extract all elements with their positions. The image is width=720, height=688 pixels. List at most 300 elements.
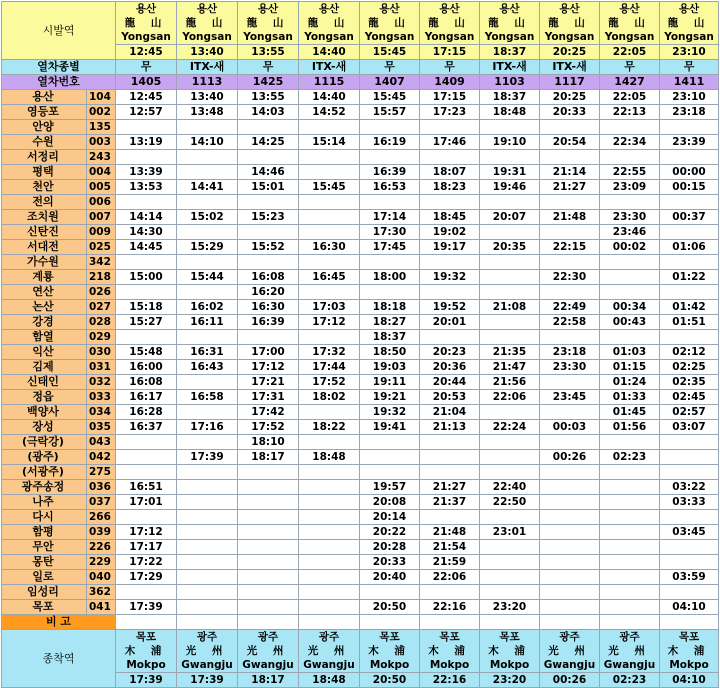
time-cell: 16:51	[116, 480, 177, 495]
remarks-cell	[116, 615, 177, 630]
time-cell	[480, 405, 540, 420]
origin-origin-hanja: 龍 山	[360, 16, 420, 30]
station-name: 익산	[2, 345, 87, 360]
origin-origin-hanja: 龍 山	[420, 16, 480, 30]
terminus-dest-en: Mokpo	[660, 658, 719, 673]
station-row	[2, 150, 719, 165]
time-cell	[420, 285, 480, 300]
time-cell: 16:00	[116, 360, 177, 375]
station-code: 036	[87, 480, 116, 495]
time-cell: 14:40	[299, 90, 360, 105]
time-cell: 15:52	[238, 240, 299, 255]
time-cell: 13:55	[238, 90, 299, 105]
terminus-dest-hanja: 光 州	[238, 644, 299, 658]
time-cell	[299, 255, 360, 270]
time-cell: 23:30	[600, 210, 660, 225]
time-cell	[540, 585, 600, 600]
time-cell	[420, 435, 480, 450]
time-cell	[238, 150, 299, 165]
time-cell	[299, 480, 360, 495]
time-cell	[660, 435, 719, 450]
time-cell	[600, 330, 660, 345]
time-cell	[540, 255, 600, 270]
terminus-dest-hanja: 木 浦	[420, 644, 480, 658]
time-cell	[600, 510, 660, 525]
time-cell	[600, 150, 660, 165]
time-cell	[660, 225, 719, 240]
station-row	[2, 105, 719, 120]
time-cell: 12:45	[116, 90, 177, 105]
time-cell: 19:02	[420, 225, 480, 240]
station-row	[2, 570, 719, 585]
origin-dep: 18:37	[480, 45, 540, 60]
time-cell	[360, 255, 420, 270]
station-code: 028	[87, 315, 116, 330]
time-cell	[600, 600, 660, 615]
time-cell: 16:53	[360, 180, 420, 195]
time-cell: 20:08	[360, 495, 420, 510]
remarks-cell	[600, 615, 660, 630]
time-cell	[177, 285, 238, 300]
time-cell	[600, 525, 660, 540]
origin-dep: 20:25	[540, 45, 600, 60]
train-number: 1425	[238, 75, 299, 90]
time-cell: 18:02	[299, 390, 360, 405]
station-code: 026	[87, 285, 116, 300]
time-cell	[540, 495, 600, 510]
station-name: 용산	[2, 90, 87, 105]
time-cell	[540, 600, 600, 615]
time-cell	[177, 195, 238, 210]
time-cell	[540, 405, 600, 420]
time-cell	[299, 165, 360, 180]
time-cell	[480, 465, 540, 480]
time-cell: 02:35	[660, 375, 719, 390]
train-number: 1405	[116, 75, 177, 90]
time-cell	[299, 555, 360, 570]
time-cell: 17:45	[360, 240, 420, 255]
station-name: 영등포	[2, 105, 87, 120]
time-cell: 22:16	[420, 600, 480, 615]
time-cell	[238, 570, 299, 585]
remarks-cell	[660, 615, 719, 630]
origin-dep: 12:45	[116, 45, 177, 60]
terminus-arr: 17:39	[177, 673, 238, 688]
time-cell: 14:14	[116, 210, 177, 225]
station-code: 266	[87, 510, 116, 525]
time-cell	[238, 510, 299, 525]
time-cell: 14:25	[238, 135, 299, 150]
time-cell	[299, 570, 360, 585]
station-name: 일로	[2, 570, 87, 585]
time-cell: 23:10	[660, 90, 719, 105]
time-cell: 17:39	[177, 450, 238, 465]
time-cell: 18:37	[360, 330, 420, 345]
time-cell: 22:05	[600, 90, 660, 105]
time-cell: 01:06	[660, 240, 719, 255]
time-cell: 15:48	[116, 345, 177, 360]
time-cell: 15:18	[116, 300, 177, 315]
remarks-cell	[360, 615, 420, 630]
time-cell: 16:39	[360, 165, 420, 180]
time-cell: 20:33	[540, 105, 600, 120]
time-cell: 15:27	[116, 315, 177, 330]
terminus-arr: 02:23	[600, 673, 660, 688]
terminus-arr: 18:17	[238, 673, 299, 688]
time-cell: 19:21	[360, 390, 420, 405]
station-row	[2, 420, 719, 435]
time-cell	[420, 330, 480, 345]
station-code: 039	[87, 525, 116, 540]
time-cell	[238, 480, 299, 495]
time-cell: 23:20	[480, 600, 540, 615]
time-cell: 22:58	[540, 315, 600, 330]
time-cell	[540, 540, 600, 555]
train-type: 무	[116, 60, 177, 75]
time-cell	[360, 120, 420, 135]
time-cell: 20:33	[360, 555, 420, 570]
time-cell: 17:03	[299, 300, 360, 315]
time-cell	[540, 570, 600, 585]
station-row	[2, 315, 719, 330]
time-cell	[600, 465, 660, 480]
time-cell: 20:07	[480, 210, 540, 225]
station-name: 논산	[2, 300, 87, 315]
time-cell	[116, 195, 177, 210]
station-name: 안양	[2, 120, 87, 135]
time-cell: 20:25	[540, 90, 600, 105]
station-row	[2, 390, 719, 405]
time-cell	[238, 600, 299, 615]
time-cell: 22:13	[600, 105, 660, 120]
time-cell	[299, 525, 360, 540]
origin-dep: 22:05	[600, 45, 660, 60]
terminus-arr: 22:16	[420, 673, 480, 688]
time-cell: 23:01	[480, 525, 540, 540]
time-cell	[540, 120, 600, 135]
time-cell	[238, 495, 299, 510]
time-cell: 20:53	[420, 390, 480, 405]
station-row	[2, 165, 719, 180]
terminus-dest-en: Mokpo	[480, 658, 540, 673]
time-cell	[540, 525, 600, 540]
time-cell: 22:55	[600, 165, 660, 180]
station-name: 광주송정	[2, 480, 87, 495]
time-cell	[660, 150, 719, 165]
time-cell: 22:15	[540, 240, 600, 255]
time-cell: 23:30	[540, 360, 600, 375]
time-cell	[299, 285, 360, 300]
station-name: 임성리	[2, 585, 87, 600]
station-code: 041	[87, 600, 116, 615]
time-cell	[660, 255, 719, 270]
time-cell: 16:39	[238, 315, 299, 330]
time-cell: 14:41	[177, 180, 238, 195]
time-cell: 16:45	[299, 270, 360, 285]
time-cell	[540, 225, 600, 240]
station-name: (광주)	[2, 450, 87, 465]
time-cell: 00:26	[540, 450, 600, 465]
time-cell	[299, 120, 360, 135]
station-code: 104	[87, 90, 116, 105]
time-cell: 02:57	[660, 405, 719, 420]
terminus-dest-kr: 광주	[299, 630, 360, 645]
time-cell	[177, 525, 238, 540]
time-cell: 22:24	[480, 420, 540, 435]
origin-origin-hanja: 龍 山	[540, 16, 600, 30]
time-cell	[177, 510, 238, 525]
station-code: 002	[87, 105, 116, 120]
terminus-dest-kr: 목포	[480, 630, 540, 645]
station-row	[2, 525, 719, 540]
time-cell: 14:10	[177, 135, 238, 150]
time-cell: 03:59	[660, 570, 719, 585]
time-cell	[360, 150, 420, 165]
origin-dep: 17:15	[420, 45, 480, 60]
origin-dep: 13:55	[238, 45, 299, 60]
train-number: 1411	[660, 75, 719, 90]
train-number-label: 열차번호	[2, 75, 116, 90]
time-cell: 14:52	[299, 105, 360, 120]
time-cell	[480, 315, 540, 330]
time-cell	[540, 285, 600, 300]
time-cell: 03:45	[660, 525, 719, 540]
time-cell: 15:00	[116, 270, 177, 285]
time-cell	[600, 435, 660, 450]
time-cell	[540, 375, 600, 390]
time-cell: 17:00	[238, 345, 299, 360]
station-name: 백양사	[2, 405, 87, 420]
train-type: 무	[420, 60, 480, 75]
origin-origin-en: Yongsan	[177, 30, 238, 45]
time-cell	[299, 495, 360, 510]
time-cell	[238, 330, 299, 345]
time-cell: 15:23	[238, 210, 299, 225]
terminus-arr: 04:10	[660, 673, 719, 688]
time-cell	[116, 120, 177, 135]
origin-origin-kr: 용산	[116, 2, 177, 17]
terminus-dest-kr: 목포	[116, 630, 177, 645]
time-cell: 17:16	[177, 420, 238, 435]
remarks-cell	[420, 615, 480, 630]
time-cell: 22:06	[480, 390, 540, 405]
station-code: 226	[87, 540, 116, 555]
origin-origin-en: Yongsan	[360, 30, 420, 45]
time-cell	[480, 270, 540, 285]
time-cell	[540, 555, 600, 570]
terminus-dest-hanja: 光 州	[540, 644, 600, 658]
time-cell: 21:48	[540, 210, 600, 225]
station-code: 135	[87, 120, 116, 135]
station-row	[2, 135, 719, 150]
time-cell	[177, 465, 238, 480]
time-cell: 17:15	[420, 90, 480, 105]
time-cell: 00:03	[540, 420, 600, 435]
origin-origin-hanja: 龍 山	[480, 16, 540, 30]
station-code: 342	[87, 255, 116, 270]
station-name: 신탄진	[2, 225, 87, 240]
time-cell: 19:11	[360, 375, 420, 390]
time-cell: 16:30	[238, 300, 299, 315]
time-cell: 19:57	[360, 480, 420, 495]
station-name: 서대전	[2, 240, 87, 255]
origin-label: 시발역	[2, 2, 116, 60]
station-row	[2, 120, 719, 135]
time-cell: 22:40	[480, 480, 540, 495]
time-cell: 20:44	[420, 375, 480, 390]
time-cell: 00:34	[600, 300, 660, 315]
station-row	[2, 405, 719, 420]
time-cell: 18:07	[420, 165, 480, 180]
origin-dep: 13:40	[177, 45, 238, 60]
station-name: 수원	[2, 135, 87, 150]
time-cell	[600, 495, 660, 510]
time-cell: 23:45	[540, 390, 600, 405]
time-cell	[480, 585, 540, 600]
time-cell	[480, 540, 540, 555]
time-cell	[238, 195, 299, 210]
remarks-cell	[299, 615, 360, 630]
time-cell	[177, 225, 238, 240]
station-name: 몽탄	[2, 555, 87, 570]
time-cell: 13:39	[116, 165, 177, 180]
time-cell: 21:54	[420, 540, 480, 555]
station-code: 037	[87, 495, 116, 510]
time-cell	[177, 405, 238, 420]
origin-header-row	[2, 2, 719, 17]
origin-origin-en: Yongsan	[299, 30, 360, 45]
station-row	[2, 255, 719, 270]
station-code: 275	[87, 465, 116, 480]
time-cell	[116, 255, 177, 270]
time-cell: 20:36	[420, 360, 480, 375]
terminus-dest-kr: 광주	[238, 630, 299, 645]
station-code: 229	[87, 555, 116, 570]
time-cell: 21:48	[420, 525, 480, 540]
time-cell: 00:37	[660, 210, 719, 225]
terminus-dest-en: Gwangju	[600, 658, 660, 673]
origin-origin-hanja: 龍 山	[660, 16, 719, 30]
time-cell: 17:12	[238, 360, 299, 375]
time-cell	[600, 540, 660, 555]
time-cell: 22:50	[480, 495, 540, 510]
station-name: 계룡	[2, 270, 87, 285]
time-cell: 13:19	[116, 135, 177, 150]
time-cell	[299, 510, 360, 525]
time-cell: 03:07	[660, 420, 719, 435]
time-cell	[116, 585, 177, 600]
time-cell	[177, 495, 238, 510]
terminus-dest-kr: 광주	[540, 630, 600, 645]
time-cell	[540, 465, 600, 480]
train-type: ITX-새	[177, 60, 238, 75]
time-cell: 17:01	[116, 495, 177, 510]
origin-dep: 14:40	[299, 45, 360, 60]
train-number: 1103	[480, 75, 540, 90]
station-code: 243	[87, 150, 116, 165]
time-cell	[116, 285, 177, 300]
station-row	[2, 180, 719, 195]
time-cell: 14:03	[238, 105, 299, 120]
time-cell: 20:28	[360, 540, 420, 555]
station-name: 가수원	[2, 255, 87, 270]
terminus-dest-kr: 광주	[600, 630, 660, 645]
time-cell: 21:37	[420, 495, 480, 510]
time-cell: 16:19	[360, 135, 420, 150]
time-cell: 17:52	[238, 420, 299, 435]
remarks-label: 비 고	[2, 615, 116, 630]
station-code: 006	[87, 195, 116, 210]
time-cell: 17:31	[238, 390, 299, 405]
origin-origin-kr: 용산	[299, 2, 360, 17]
station-name: 김제	[2, 360, 87, 375]
station-code: 034	[87, 405, 116, 420]
time-cell: 15:01	[238, 180, 299, 195]
train-number: 1427	[600, 75, 660, 90]
remarks-cell	[177, 615, 238, 630]
time-cell: 15:45	[360, 90, 420, 105]
station-code: 030	[87, 345, 116, 360]
time-cell: 02:45	[660, 390, 719, 405]
terminus-dest-en: Gwangju	[238, 658, 299, 673]
time-cell: 20:50	[360, 600, 420, 615]
time-cell: 14:45	[116, 240, 177, 255]
station-name: 목포	[2, 600, 87, 615]
time-cell: 16:28	[116, 405, 177, 420]
time-cell: 01:42	[660, 300, 719, 315]
station-code: 031	[87, 360, 116, 375]
station-code: 362	[87, 585, 116, 600]
time-cell: 18:23	[420, 180, 480, 195]
origin-dep: 15:45	[360, 45, 420, 60]
train-number: 1409	[420, 75, 480, 90]
time-cell: 01:24	[600, 375, 660, 390]
station-code: 043	[87, 435, 116, 450]
time-cell: 22:34	[600, 135, 660, 150]
station-code: 005	[87, 180, 116, 195]
train-type: 무	[238, 60, 299, 75]
time-cell: 18:48	[480, 105, 540, 120]
time-cell: 17:21	[238, 375, 299, 390]
time-cell	[116, 150, 177, 165]
terminus-arr: 17:39	[116, 673, 177, 688]
time-cell: 21:35	[480, 345, 540, 360]
time-cell: 16:02	[177, 300, 238, 315]
time-cell	[299, 210, 360, 225]
time-cell: 02:12	[660, 345, 719, 360]
time-cell: 00:02	[600, 240, 660, 255]
time-cell	[177, 600, 238, 615]
time-cell	[360, 435, 420, 450]
origin-origin-en: Yongsan	[480, 30, 540, 45]
time-cell	[299, 195, 360, 210]
station-code: 040	[87, 570, 116, 585]
origin-origin-kr: 용산	[660, 2, 719, 17]
station-row	[2, 210, 719, 225]
time-cell: 12:57	[116, 105, 177, 120]
time-cell: 19:31	[480, 165, 540, 180]
time-cell	[480, 150, 540, 165]
time-cell	[177, 120, 238, 135]
train-number: 1117	[540, 75, 600, 90]
station-code: 007	[87, 210, 116, 225]
time-cell: 20:01	[420, 315, 480, 330]
station-row	[2, 345, 719, 360]
origin-origin-en: Yongsan	[540, 30, 600, 45]
station-name: 신태인	[2, 375, 87, 390]
time-cell	[540, 435, 600, 450]
time-cell: 20:23	[420, 345, 480, 360]
